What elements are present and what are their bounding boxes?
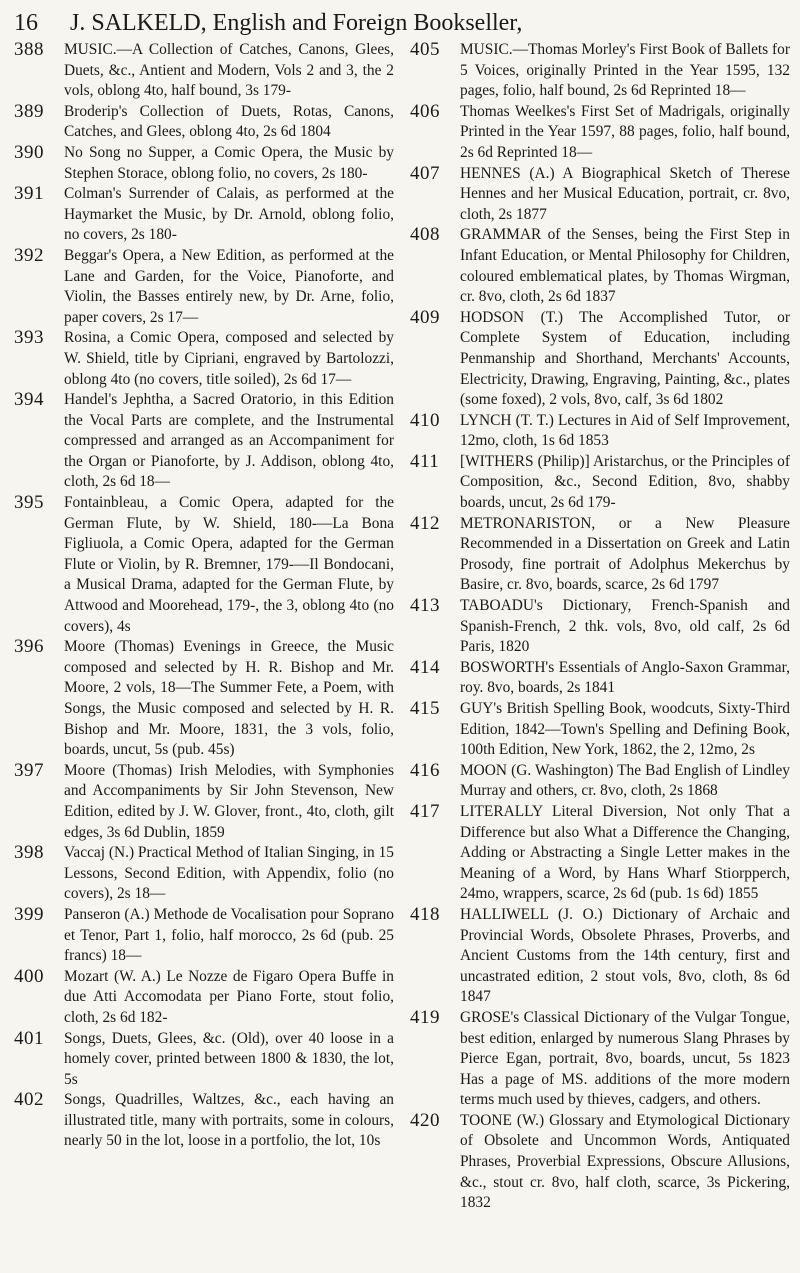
entry-text: GRAMMAR of the Senses, being the First Step in Infant Education, or Mental Philosophy for Children, coloured emblematical plates, by Thomas Wirgman, cr. 8vo, cloth, 2s 6d 1837 <box>460 226 790 306</box>
entry-number: 390 <box>14 141 44 163</box>
entry-text: Moore (Thomas) Irish Melodies, with Symphonies and Accompaniments by Sir John Stevenson, New Edition, edited by J. W. Glover, front., 4to, cloth, gilt edges, 3s 6d Dublin, 1859 <box>64 761 394 841</box>
entry-number: 394 <box>14 389 44 411</box>
entry-number: 401 <box>14 1027 44 1049</box>
catalogue-entry <box>14 905 394 967</box>
entry-number: 397 <box>14 759 44 781</box>
entry-number: 417 <box>410 800 440 822</box>
entry-text: MUSIC.—A Collection of Catches, Canons, Glees, Duets, &c., Antient and Modern, Vols 2 and 3, the 2 vols, oblong 4to, half bound, 3s 179- <box>64 41 394 100</box>
entry-text: Colman's Surrender of Calais, as performed at the Haymarket the Music, by Dr. Arnold, oblong folio, no covers, 2s 180- <box>64 185 394 244</box>
catalogue-entry <box>14 328 394 390</box>
left-column <box>14 40 394 1152</box>
entry-text: MOON (G. Washington) The Bad English of Lindley Murray and others, cr. 8vo, cloth, 2s 1868 <box>460 761 790 800</box>
entry-number: 400 <box>14 965 44 987</box>
entry-text: HODSON (T.) The Accomplished Tutor, or Complete System of Education, including Penmanship and Shorthand, Merchants' Accounts, Electricity, Drawing, Engraving, Painting, &c., plates (some foxed), 2 vols, 8vo, calf, 3s 6d 1802 <box>460 308 790 409</box>
page-header <box>14 8 786 38</box>
catalogue-entry <box>410 802 790 905</box>
catalogue-entry <box>14 184 394 246</box>
entry-text: LITERALLY Literal Diversion, Not only That a Difference but also What a Difference the Changing, Adding or Abstracting a Single Letter makes in the Meaning of a Word, by Hans Wharf Stiorpperch, 24mo, wrappers, scarce, 2s 6d (pub. 1s 6d) 1855 <box>460 802 790 903</box>
entry-number: 418 <box>410 903 440 925</box>
catalogue-entry <box>14 102 394 143</box>
entry-text: Moore (Thomas) Evenings in Greece, the Music composed and selected by H. R. Bishop and Mr. Moore, 2 vols, 18—The Summer Fete, a Poem, with Songs, the Music composed and selected by H. R. Bishop and Mr. Moore, 1831, the 3 vols, folio, boards, uncut, 5s (pub. 45s) <box>64 638 394 759</box>
catalogue-entry <box>14 637 394 761</box>
entry-number: 411 <box>410 450 440 472</box>
entry-number: 419 <box>410 1006 440 1028</box>
catalogue-entry <box>14 493 394 637</box>
entry-text: Songs, Quadrilles, Waltzes, &c., each having an illustrated title, many with portraits, some in colours, nearly 50 in the lot, loose in a portfolio, the lot, 10s <box>64 1091 394 1150</box>
entry-number: 409 <box>410 306 440 328</box>
entry-number: 388 <box>14 39 44 60</box>
catalogue-entry <box>410 596 790 658</box>
entry-text: GUY's British Spelling Book, woodcuts, Sixty-Third Edition, 1842—Town's Spelling and Defining Book, 100th Edition, New York, 1862, the 2, 12mo, 2s <box>460 700 790 759</box>
catalogue-entry <box>14 1090 394 1152</box>
entry-text: LYNCH (T. T.) Lectures in Aid of Self Improvement, 12mo, cloth, 1s 6d 1853 <box>460 411 790 450</box>
entry-number: 405 <box>410 39 440 60</box>
catalogue-entry <box>410 905 790 1008</box>
page-number: 16 <box>14 10 38 36</box>
entry-text: HENNES (A.) A Biographical Sketch of Therese Hennes and her Musical Education, portrait, cr. 8vo, cloth, 2s 1877 <box>460 164 790 223</box>
right-column <box>410 40 790 1214</box>
catalogue-entry <box>410 411 790 452</box>
entry-text: METRONARISTON, or a New Pleasure Recommended in a Dissertation on Greek and Latin Prosody, fine portrait of Adolphus Mekerchus by Basire, cr. 8vo, boards, scarce, 2s 6d 1797 <box>460 514 790 594</box>
entry-number: 389 <box>14 100 44 122</box>
entry-text: TOONE (W.) Glossary and Etymological Dictionary of Obsolete and Uncommon Words, Antiquated Phrases, Proverbial Expressions, Obscure Allusions, &c., stout cr. 8vo, half cloth, scarce, 3s Pickering, 1832 <box>460 1111 790 1212</box>
catalogue-entry <box>410 308 790 411</box>
catalogue-entry <box>410 761 790 802</box>
catalogue-entry <box>14 843 394 905</box>
entry-number: 413 <box>410 595 440 617</box>
entry-text: [WITHERS (Philip)] Aristarchus, or the Principles of Composition, &c., Second Edition, 8vo, shabby boards, uncut, 2s 6d 179- <box>460 452 790 512</box>
entry-number: 402 <box>14 1089 44 1111</box>
catalogue-entry <box>410 1008 790 1111</box>
entry-number: 393 <box>14 327 44 349</box>
entry-number: 396 <box>14 636 44 658</box>
entry-text: Thomas Weelkes's First Set of Madrigals, originally Printed in the Year 1597, 88 pages, folio, half bound, 2s 6d Reprinted 18— <box>460 102 790 161</box>
entry-text: Handel's Jephtha, a Sacred Oratorio, in this Edition the Vocal Parts are complete, and the Instrumental compressed and arranged as an Accompaniment for the Organ or Pianoforte, by J. Addison, oblong 4to, cloth, 2s 6d 18— <box>64 391 394 491</box>
entry-text: Beggar's Opera, a New Edition, as performed at the Lane and Garden, for the Voice, Pianoforte, and Violin, the Basses entirely new, by Dr. Arne, folio, paper covers, 2s 17— <box>64 246 394 326</box>
entry-text: Mozart (W. A.) Le Nozze de Figaro Opera Buffe in due Atti Accomodata per Piano Forte, stout folio, cloth, 2s 6d 182- <box>64 967 394 1026</box>
entry-text: MUSIC.—Thomas Morley's First Book of Ballets for 5 Voices, originally Printed in the Year 1595, 132 pages, folio, half bound, 2s 6d Reprinted 18— <box>460 41 790 100</box>
entry-text: GROSE's Classical Dictionary of the Vulgar Tongue, best edition, enlarged by numerous Slang Phrases by Pierce Egan, portrait, 8vo, boards, uncut, 5s 1823 Has a page of MS. additions of the more modern terms much used by thieves, cadgers, and others. <box>460 1008 790 1109</box>
entry-number: 398 <box>14 842 44 864</box>
catalogue-entry <box>410 102 790 164</box>
entry-number: 406 <box>410 100 440 122</box>
catalogue-entry <box>14 246 394 328</box>
entry-text: BOSWORTH's Essentials of Anglo-Saxon Grammar, roy. 8vo, boards, 2s 1841 <box>460 658 790 697</box>
entry-number: 410 <box>410 409 440 431</box>
catalogue-entry <box>14 40 394 102</box>
catalogue-entry <box>14 761 394 843</box>
entry-text: Songs, Duets, Glees, &c. (Old), over 40 loose in a homely cover, printed between 1800 & 1830, the lot, 5s <box>64 1029 394 1088</box>
entry-number: 408 <box>410 224 440 246</box>
entry-text: Broderip's Collection of Duets, Rotas, Canons, Catches, and Glees, oblong 4to, 2s 6d 1804 <box>64 102 394 141</box>
catalogue-entry <box>410 164 790 226</box>
entry-number: 391 <box>14 183 44 205</box>
catalogue-entry <box>14 143 394 184</box>
catalogue-entry <box>410 452 790 514</box>
entry-number: 399 <box>14 903 44 925</box>
entry-text: No Song no Supper, a Comic Opera, the Music by Stephen Storace, oblong folio, no covers, 2s 180- <box>64 143 394 182</box>
entry-text: HALLIWELL (J. O.) Dictionary of Archaic and Provincial Words, Obsolete Phrases, Proverbs, and Ancient Customs from the 14th century, first and uncastrated edition, 2 stout vols, 8vo, cloth, 8s 6d 1847 <box>460 905 790 1006</box>
entry-number: 416 <box>410 759 440 781</box>
catalogue-entry <box>14 390 394 493</box>
entry-number: 407 <box>410 162 440 184</box>
catalogue-entry <box>14 967 394 1029</box>
entry-number: 415 <box>410 698 440 719</box>
catalogue-entry <box>410 514 790 596</box>
entry-text: Fontainbleau, a Comic Opera, adapted for the German Flute, by W. Shield, 180-—La Bona Figliuola, a Comic Opera, adapted for the German Flute or Violin, by R. Bremner, 179-—Il Bondocani, a Musical Drama, adapted for the German Flute, by Attwood and Moorehead, 179-, the 3, oblong 4to (no covers), 4s <box>64 494 394 635</box>
entry-text: Rosina, a Comic Opera, composed and selected by W. Shield, title by Cipriani, engraved by Bartolozzi, oblong 4to (no covers, title soiled), 2s 6d 17— <box>64 329 394 388</box>
entry-number: 392 <box>14 244 44 266</box>
entry-number: 395 <box>14 492 44 514</box>
catalogue-entry <box>14 1029 394 1091</box>
catalogue-entry <box>410 225 790 307</box>
catalogue-entry <box>410 40 790 102</box>
entry-number: 414 <box>410 656 440 678</box>
catalogue-entry <box>410 658 790 699</box>
entry-number: 412 <box>410 512 440 534</box>
catalogue-entry <box>410 699 790 761</box>
entry-text: TABOADU's Dictionary, French-Spanish and Spanish-French, 2 thk. vols, 8vo, old calf, 2s 6d Paris, 1820 <box>460 597 790 656</box>
entry-text: Vaccaj (N.) Practical Method of Italian Singing, in 15 Lessons, Second Edition, with Appendix, folio (no covers), 2s 18— <box>64 844 394 903</box>
entry-text: Panseron (A.) Methode de Vocalisation pour Soprano et Tenor, Part 1, folio, half morocco, 2s 6d (pub. 25 francs) 18— <box>64 905 394 965</box>
page-title: J. SALKELD, English and Foreign Bookseller, <box>70 10 523 36</box>
catalogue-entry <box>410 1111 790 1214</box>
entry-number: 420 <box>410 1109 440 1131</box>
